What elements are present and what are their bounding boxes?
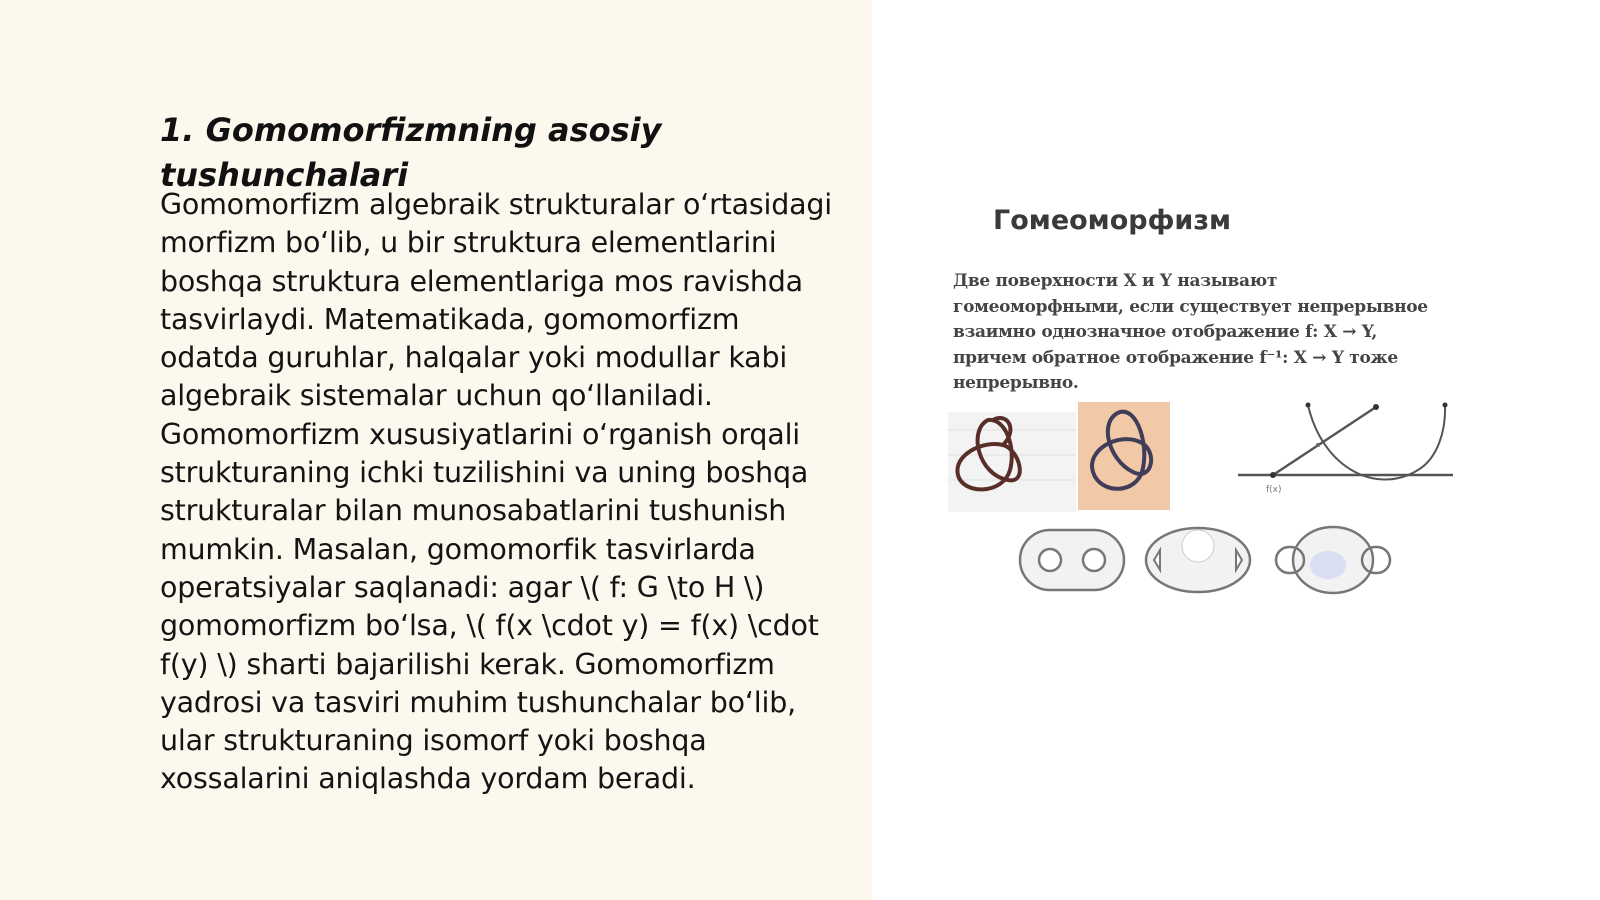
knot-diagrams — [948, 402, 1170, 512]
slide-title: 1. Gomomorfizmning asosiy tushunchalari — [160, 111, 662, 194]
figure-title: Гомеоморфизм — [993, 205, 1232, 236]
projection-label: f(x) — [1266, 485, 1282, 495]
figure-illustrations — [948, 400, 1458, 600]
deformed-surface-right — [1276, 527, 1390, 593]
deformed-surface-middle — [1146, 528, 1250, 592]
surface-deformations — [1020, 527, 1390, 593]
homeomorphism-figure — [948, 195, 1458, 615]
slide-body-text: Gomomorfizm algebraik strukturalar o‘rtasidagi morfizm bo‘lib, u bir struktura elementlarini boshqa struktura elementlariga mos ravishda tasvirlaydi. Matematikada, gomomorfizm odatda guruhlar, halqalar yoki modullar kabi algebraik sistemalar uchun qo‘llaniladi. Gomomorfizm xususiyatlarini o‘rganish orqali strukturaning ichki tuzilishini va uning boshqa strukturalar bilan munosabatlarini tushunish mumkin. Masalan, gomomorfik tasvirlarda operatsiyalar saqlanadi: agar \( f: G \to H \) gomomorfizm bo‘lsa, \( f(x \cdot y) = f(x) \cdot f(y) \) sharti bajarilishi kerak. Gomomorfizm yadrosi va tasviri muhim tushunchalar bo‘lib, ular strukturaning isomorf yoki boshqa xossalarini aniqlashda yordam beradi. — [160, 188, 833, 796]
figure-definition-text: Две поверхности X и Y называют гомеоморфными, если существует непрерывное взаимно однозначное отображение f: X → Y, причем обратное отображение f⁻¹: X → Y тоже непрерывно. — [953, 271, 1428, 393]
knot-right-panel — [1078, 402, 1170, 510]
double-torus — [1020, 530, 1124, 590]
projection-diagram — [1238, 403, 1453, 496]
